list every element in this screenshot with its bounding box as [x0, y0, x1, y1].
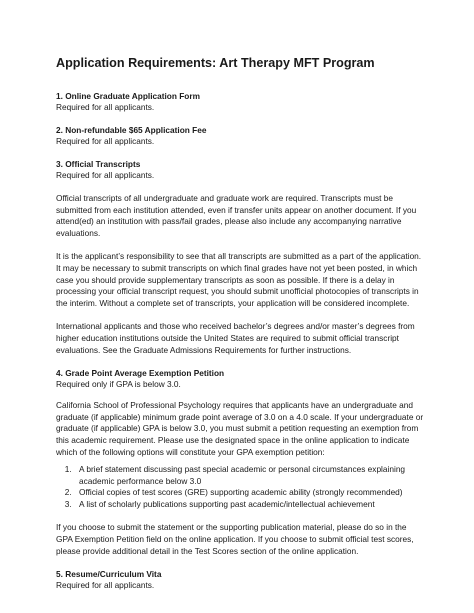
- section-transcripts: [56, 159, 424, 356]
- gpa-options-list: [56, 464, 424, 510]
- gpa-intro-paragraph: California School of Professional Psychology requires that applicants have an undergraduate and graduate (if applicable) minimum grade point average of 3.0 on a 4.0 scale. If your undergraduate or graduate (if applicable) GPA is below 3.0, you must submit a petition requesting an exemption from this academic requirement. Please use the designated space in the online application to indicate which of the following options will constitute your GPA exemption petition:: [56, 400, 424, 457]
- section-heading: 2. Non-refundable $65 Application Fee: [56, 125, 207, 135]
- section-note: Required for all applicants.: [56, 580, 155, 591]
- section-application-form: [56, 91, 424, 113]
- transcripts-paragraph: Official transcripts of all undergraduate and graduate work are required. Transcripts must be submitted from each institution attended, even if transfer units appear on another document. If you attend(ed) an institution with pass/fail grades, please also include any accompanying narrative evaluations.: [56, 193, 417, 238]
- document-title: Application Requirements: Art Therapy MFT Program: [56, 56, 375, 70]
- section-note: Required only if GPA is below 3.0.: [56, 379, 181, 390]
- list-item: 2. Official copies of test scores (GRE) supporting academic ability (strongly recommended): [74, 487, 424, 499]
- transcripts-paragraph: It is the applicant’s responsibility to see that all transcripts are submitted as a part of the application. It may be necessary to submit transcripts on which final grades have not yet been posted, in which case you should provide supplementary transcripts as soon as possible. If there is a delay in processing your official transcript request, you should submit unofficial photocopies of transcripts in the interim. Without a complete set of transcripts, your application will be considered incomplete.: [56, 251, 422, 308]
- section-heading: 4. Grade Point Average Exemption Petition: [56, 368, 225, 379]
- section-resume: [56, 569, 424, 591]
- list-item: 3. A list of scholarly publications supporting past academic/intellectual achievement: [74, 499, 424, 511]
- section-note: Required for all applicants.: [56, 136, 155, 146]
- section-heading: 5. Resume/Curriculum Vita: [56, 569, 162, 580]
- section-heading: 1. Online Graduate Application Form: [56, 91, 200, 101]
- section-gpa-petition: [56, 368, 424, 557]
- list-item: 1. A brief statement discussing past special academic or personal circumstances explaining academic performance below 3.0: [74, 464, 424, 487]
- transcripts-paragraph: International applicants and those who received bachelor’s degrees and/or master’s degrees from higher education institutions outside the United States are required to submit official transcript evaluations. See the Graduate Admissions Requirements for further instructions.: [56, 321, 415, 355]
- section-note: Required for all applicants.: [56, 102, 155, 112]
- section-note: Required for all applicants.: [56, 170, 155, 180]
- gpa-closing-paragraph: If you choose to submit the statement or the supporting publication material, please do so in the GPA Exemption Petition field on the online application. If you choose to submit official test scores, please provide additional detail in the Test Scores section of the online application.: [56, 522, 414, 556]
- section-heading: 3. Official Transcripts: [56, 159, 141, 169]
- section-application-fee: [56, 125, 424, 147]
